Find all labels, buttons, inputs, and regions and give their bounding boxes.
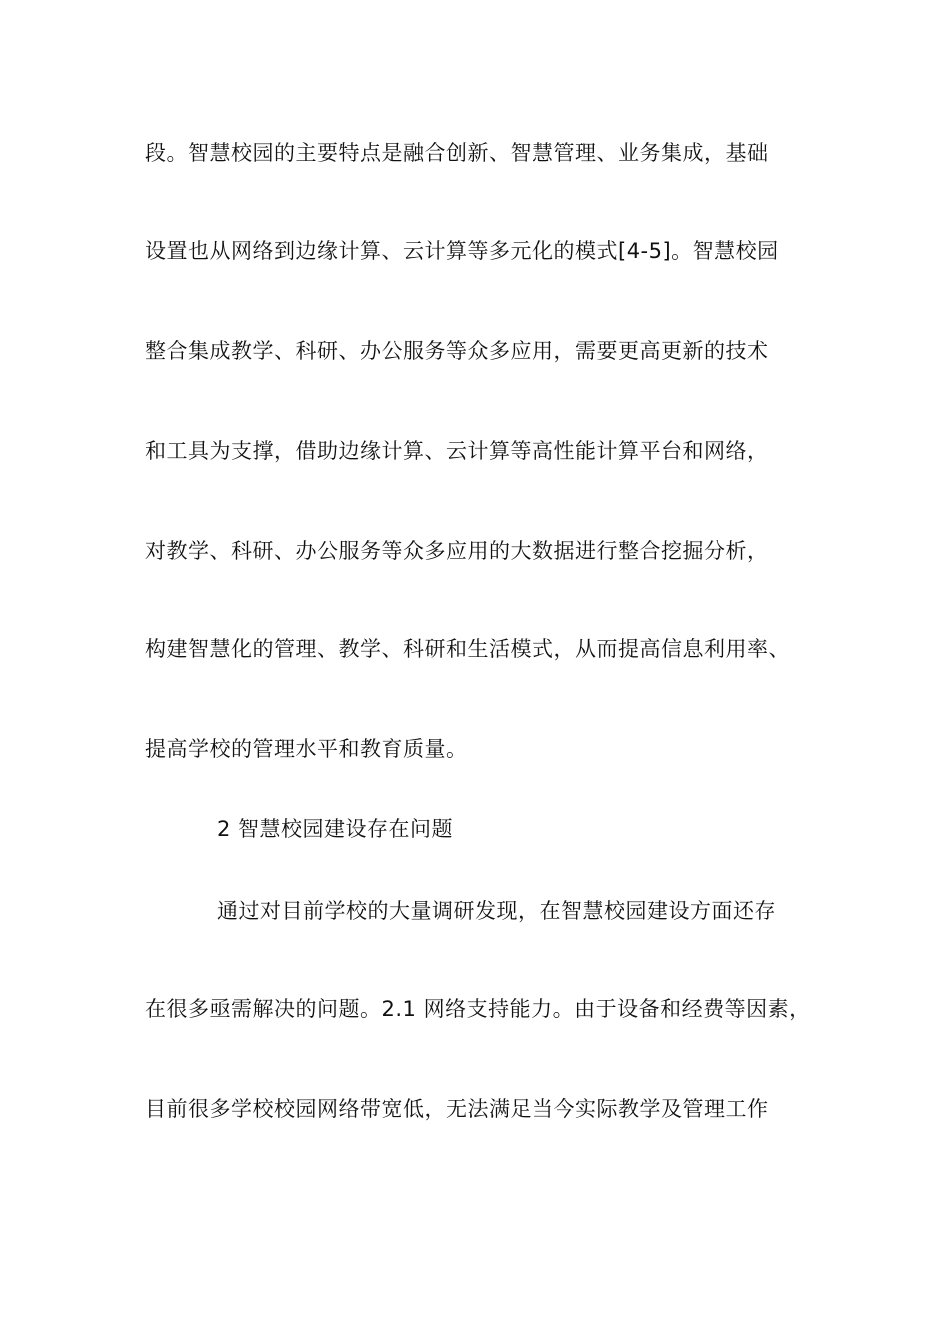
body-text-line: 提高学校的管理水平和教育质量。 <box>145 737 468 761</box>
body-text-line: 目前很多学校校园网络带宽低，无法满足当今实际教学及管理工作 <box>145 1097 769 1121</box>
body-text-line: 在很多亟需解决的问题。2.1 网络支持能力。由于设备和经费等因素， <box>145 997 811 1021</box>
section-heading: 2 智慧校园建设存在问题 <box>217 817 454 841</box>
body-text-line: 整合集成教学、科研、办公服务等众多应用，需要更高更新的技术 <box>145 339 769 363</box>
body-text-line: 设置也从网络到边缘计算、云计算等多元化的模式[4-5]。智慧校园 <box>145 239 779 263</box>
body-text-line: 和工具为支撑，借助边缘计算、云计算等高性能计算平台和网络， <box>145 439 769 463</box>
body-text-line: 构建智慧化的管理、教学、科研和生活模式，从而提高信息利用率、 <box>145 637 790 661</box>
body-text-line: 通过对目前学校的大量调研发现，在智慧校园建设方面还存 <box>217 899 776 923</box>
body-text-line: 段。智慧校园的主要特点是融合创新、智慧管理、业务集成，基础 <box>145 141 769 165</box>
body-text-line: 对教学、科研、办公服务等众多应用的大数据进行整合挖掘分析， <box>145 539 769 563</box>
